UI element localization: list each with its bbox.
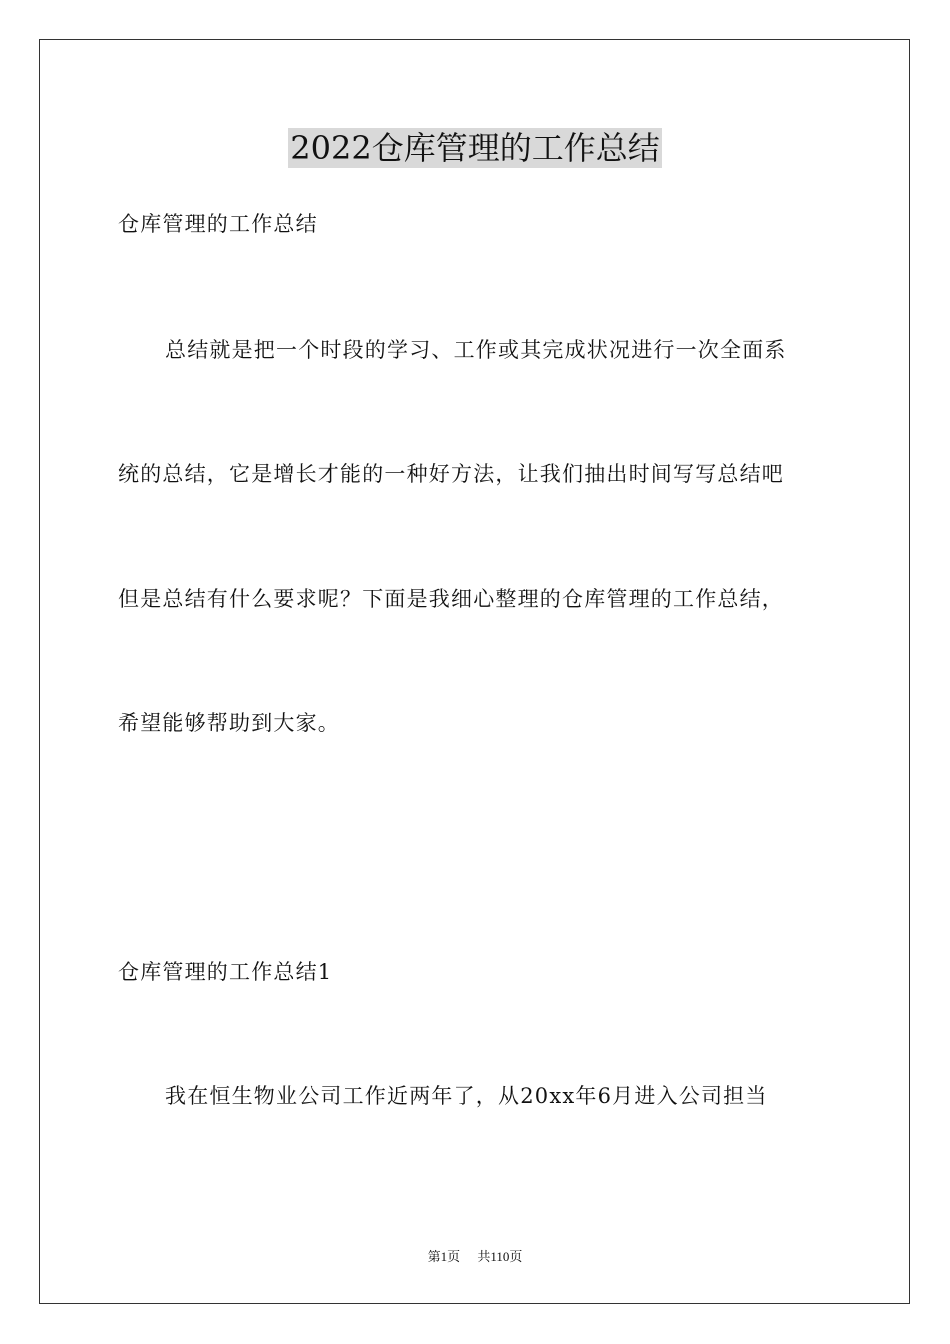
section-paragraph-line-1: 我在恒生物业公司工作近两年了，从20xx年6月进入公司担当 <box>165 1084 768 1108</box>
paragraph-line-1: 总结就是把一个时段的学习、工作或其完成状况进行一次全面系 <box>165 338 787 362</box>
paragraph-line-3: 但是总结有什么要求呢？下面是我细心整理的仓库管理的工作总结， <box>118 587 784 611</box>
section-heading: 仓库管理的工作总结1 <box>118 960 333 984</box>
paragraph-line-4: 希望能够帮助到大家。 <box>118 711 340 735</box>
page-number: 第1页 <box>427 1249 461 1264</box>
title-container <box>0 128 950 168</box>
page-total: 共110页 <box>477 1249 523 1264</box>
document-title: 2022仓库管理的工作总结 <box>290 129 660 167</box>
heading-1: 仓库管理的工作总结 <box>118 212 318 236</box>
paragraph-line-2: 统的总结，它是增长才能的一种好方法，让我们抽出时间写写总结吧 <box>118 462 784 486</box>
page-footer <box>0 1248 950 1266</box>
